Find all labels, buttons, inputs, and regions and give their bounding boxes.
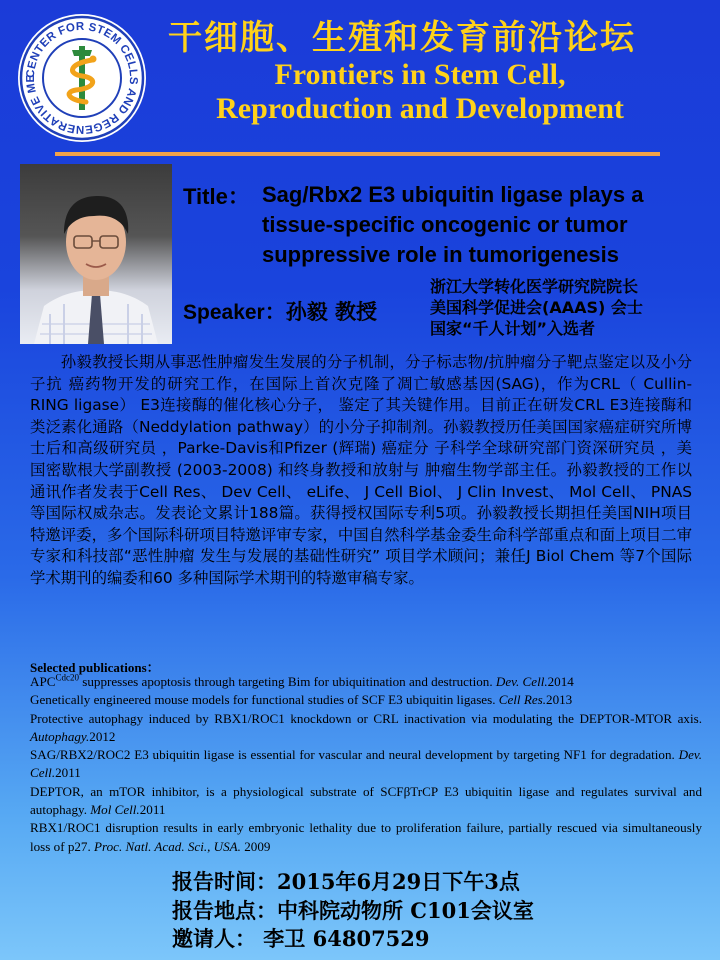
event-time: 报告时间：2015年6月29日下午3点: [172, 869, 520, 894]
publication-item: [30, 746, 702, 783]
pub-text: Protective autophagy induced by RBX1/ROC1 knockdown or CRL inactivation via modulating the DEPTOR-MTOR axis.: [30, 710, 702, 726]
pub-journal: Dev. Cell.: [495, 674, 548, 689]
speaker-label: Speaker：: [183, 301, 286, 324]
publication-item: [30, 783, 702, 820]
publication-item: [30, 691, 702, 709]
speaker-photo: [20, 164, 172, 344]
forum-title-cn: 干细胞、生殖和发育前沿论坛: [168, 18, 636, 58]
pub-journal: Cell Res.: [498, 692, 547, 708]
publication-item: [30, 673, 702, 691]
stem-cell-emblem-icon: [16, 12, 148, 144]
affiliation-line: 国家“千人计划”入选者: [430, 319, 596, 338]
talk-title-label: Title：: [183, 184, 250, 209]
publications-heading: Selected publications：: [30, 660, 160, 675]
event-info: [172, 868, 534, 954]
pub-year: 2014: [547, 674, 574, 689]
speaker-bio: 孙毅教授长期从事恶性肿瘤发生发展的分子机制，分子标志物/抗肿瘤分子靶点鉴定以及小分子抗 癌药物开发的研究工作，在国际上首次克隆了凋亡敏感基因(SAG)，作为CRL（ Cullin-RING ligase） E3连接酶的催化核心分子， 鉴定了其关键作用。目前正在研发CRL E3连接酶和类泛素化通路（Neddylation pathway）的小分子抑制剂。孙毅教授历任美国国家癌症研究所博士后和高级研究员 ，Parke-Davis和Pfizer (辉瑞) 癌症分 子科学全球研究部门资深研究员 ，美国密歇根大学副教授 (2003-2008) 和终身教授和放射与 肿瘤生物学部主任。孙毅教授的工作以通讯作者发表于Cell Res、 Dev Cell、 eLife、 J Cell Biol、 J Clin Invest、 Mol Cell、 PNAS 等国际权威杂志。发表论文累计188篇。获得授权国际专利5项。孙毅教授长期担任美国NIH项目特邀评委，多个国际科研项目特邀评审专家，中国自然科学基金委生命科学部重点和面上项目二审专家和科技部“恶性肿瘤 发生与发展的基础性研究” 项目学术顾问；兼任J Biol Chem 等7个国际学术期刊的编委和60 多种国际学术期刊的特邀审稿专家。: [30, 353, 692, 587]
affiliation-line: 美国科学促进会(AAAS) 会士: [430, 298, 643, 317]
pub-journal: Dev. Cell.: [30, 747, 702, 781]
event-place: 报告地点：中科院动物所 C101会议室: [172, 897, 534, 923]
speaker-name: 孙毅 教授: [285, 300, 378, 324]
pub-text: SAG/RBX2/ROC2 E3 ubiquitin ligase is essential for vascular and neural development by targeting NF1 for degradation.: [30, 747, 679, 763]
pub-text: suppresses apoptosis through targeting Bim for ubiquitination and destruction.: [78, 674, 496, 689]
logo-ring-text: CENTER FOR STEM CELLS AND REGENERATIVE ME: [24, 20, 140, 136]
pub-superscript: Cdc20: [55, 672, 79, 683]
pub-year: 2011: [139, 802, 166, 818]
publications-list: [30, 673, 702, 856]
speaker-affiliations: [430, 276, 710, 339]
pub-year: 2009: [240, 838, 271, 854]
publication-item: [30, 710, 702, 747]
affiliation-line: 浙江大学转化医学研究院院长: [430, 277, 639, 296]
pub-journal: Autophagy.: [30, 728, 90, 744]
header-divider: [55, 152, 660, 156]
forum-title-en-line2: Reproduction and Development: [216, 92, 624, 125]
pub-journal: Mol Cell.: [90, 802, 140, 818]
forum-title-en: [160, 58, 680, 126]
pub-year: 2012: [89, 728, 116, 744]
event-host: 邀请人： 李卫 64807529: [172, 926, 430, 951]
pub-text: APC: [30, 674, 56, 689]
pub-text: Genetically engineered mouse models for functional studies of SCF E3 ubiquitin ligases.: [30, 692, 499, 708]
publication-item: [30, 819, 702, 856]
talk-title: Sag/Rbx2 E3 ubiquitin ligase plays a tissue-specific oncogenic or tumor suppressive role in tumorigenesis: [262, 182, 644, 267]
pub-year: 2011: [55, 765, 81, 781]
speaker-line: [183, 296, 377, 326]
pub-journal: Proc. Natl. Acad. Sci., USA.: [94, 838, 241, 854]
pub-year: 2013: [546, 692, 573, 708]
pub-text: DEPTOR, an mTOR inhibitor, is a physiological substrate of SCFβTrCP E3 ubiquitin ligase and regulates survival and autophagy.: [30, 783, 702, 818]
pub-text: RBX1/ROC1 disruption results in early embryonic lethality due to proliferation failure, partially rescued via simultaneously loss of p27.: [30, 820, 702, 854]
forum-title-en-line1: Frontiers in Stem Cell,: [274, 58, 566, 91]
center-logo: [16, 12, 148, 144]
